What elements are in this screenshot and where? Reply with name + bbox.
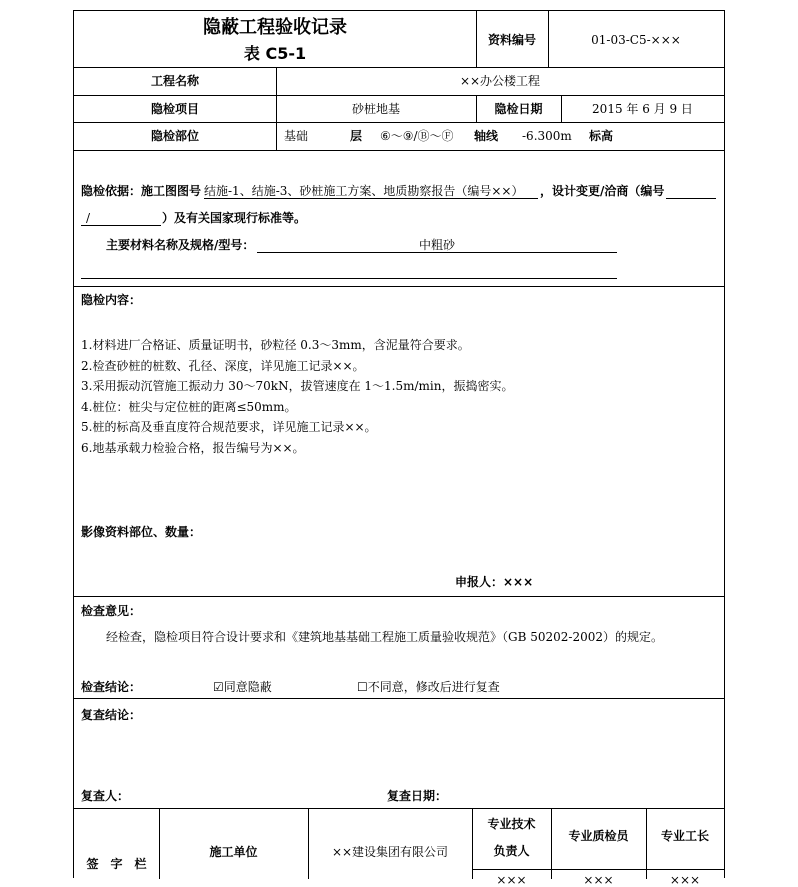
opinion-label: 检查意见：	[81, 604, 142, 618]
col-divider	[646, 808, 647, 879]
row-divider	[472, 869, 724, 870]
date-label: 隐检日期	[494, 102, 543, 116]
table-number: 表 C5-1	[243, 44, 307, 63]
axis-label: 轴线	[474, 129, 499, 143]
date-value: 2015 年 6 月 9 日	[592, 102, 693, 116]
signature-section-label: 签 字 栏	[86, 857, 147, 871]
content-label: 隐检内容：	[81, 293, 142, 307]
tech-lead-label: 专业技术	[487, 817, 536, 831]
content-item: 1.材料进厂合格证、质量证明书，砂粒径 0.3～3mm，含泥量符合要求。	[81, 338, 470, 352]
qc-label: 专业质检员	[568, 829, 629, 843]
item-value: 砂桩地基	[351, 102, 400, 116]
unit-label: 施工单位	[209, 845, 258, 859]
row-divider	[74, 95, 724, 96]
applicant: 申报人：×××	[455, 575, 534, 589]
row-divider	[74, 67, 724, 68]
content-item: 3.采用振动沉管施工振动力 30～70kN，拔管速度在 1～1.5m/min，振捣密实。	[81, 379, 514, 393]
row-divider	[74, 122, 724, 123]
record-form	[73, 10, 725, 887]
doc-no-label: 资料编号	[487, 33, 536, 47]
underline	[666, 198, 716, 199]
agree-checkbox[interactable]: ☑同意隐蔽	[213, 680, 272, 694]
location-label: 隐检部位	[150, 129, 199, 143]
row-divider	[74, 698, 724, 699]
image-data-label: 影像资料部位、数量：	[81, 525, 202, 539]
recheck-date-label: 复查日期：	[387, 789, 448, 803]
row-divider	[74, 286, 724, 287]
content-item: 4.桩位：桩尖与定位桩的距离≤50mm。	[81, 400, 297, 414]
tech-lead-label-2: 负责人	[493, 844, 530, 858]
form-title: 隐蔽工程验收记录	[203, 17, 347, 38]
basis-drawings: 结施-1、结施-3、砂桩施工方案、地质勘察报告（编号××）	[204, 184, 524, 198]
change-no: /	[86, 211, 91, 225]
foreman-name: ×××	[669, 873, 701, 887]
elevation-value: -6.300m	[522, 129, 572, 143]
location-part: 基础	[284, 129, 309, 143]
qc-name: ×××	[583, 873, 614, 887]
underline	[81, 278, 617, 279]
col-divider	[308, 808, 309, 879]
basis-mid: ，设计变更/洽商（编号	[540, 184, 665, 198]
materials-label: 主要材料名称及规格/型号：	[106, 238, 255, 252]
col-divider	[159, 808, 160, 879]
content-item: 6.地基承载力检验合格，报告编号为××。	[81, 441, 305, 455]
underline	[257, 252, 617, 253]
disagree-checkbox[interactable]: ☐不同意，修改后进行复查	[357, 680, 500, 694]
tech-lead-name: ×××	[496, 873, 527, 887]
col-divider	[551, 808, 552, 879]
row-divider	[74, 150, 724, 151]
underline	[204, 198, 538, 199]
doc-no-value: 01-03-C5-×××	[591, 33, 681, 47]
foreman-label: 专业工长	[660, 829, 709, 843]
item-label: 隐检项目	[150, 102, 199, 116]
content-item: 2.检查砂桩的桩数、孔径、深度，详见施工记录××。	[81, 359, 365, 373]
project-name-label: 工程名称	[150, 74, 199, 88]
opinion-text: 经检查，隐检项目符合设计要求和《建筑地基基础工程施工质量验收规范》（GB 50202-2002）的规定。	[106, 630, 663, 644]
underline	[81, 225, 161, 226]
row-divider	[74, 808, 724, 809]
elevation-label: 标高	[589, 129, 614, 143]
row-divider	[74, 596, 724, 597]
rechecker-label: 复查人：	[81, 789, 130, 803]
floor-label: 层	[350, 129, 363, 143]
unit-name: ××建设集团有限公司	[331, 845, 449, 859]
materials-value: 中粗砂	[418, 238, 455, 252]
content-item: 5.桩的标高及垂直度符合规范要求，详见施工记录××。	[81, 420, 377, 434]
conclusion-label: 检查结论：	[81, 680, 142, 694]
basis-suffix: ）及有关国家现行标准等。	[162, 211, 307, 225]
recheck-label: 复查结论：	[81, 708, 142, 722]
axes-value: ⑥～⑨/Ⓑ～Ⓕ	[380, 129, 454, 143]
project-name-value: ××办公楼工程	[459, 74, 541, 88]
basis-prefix: 隐检依据：施工图图号	[81, 184, 202, 198]
